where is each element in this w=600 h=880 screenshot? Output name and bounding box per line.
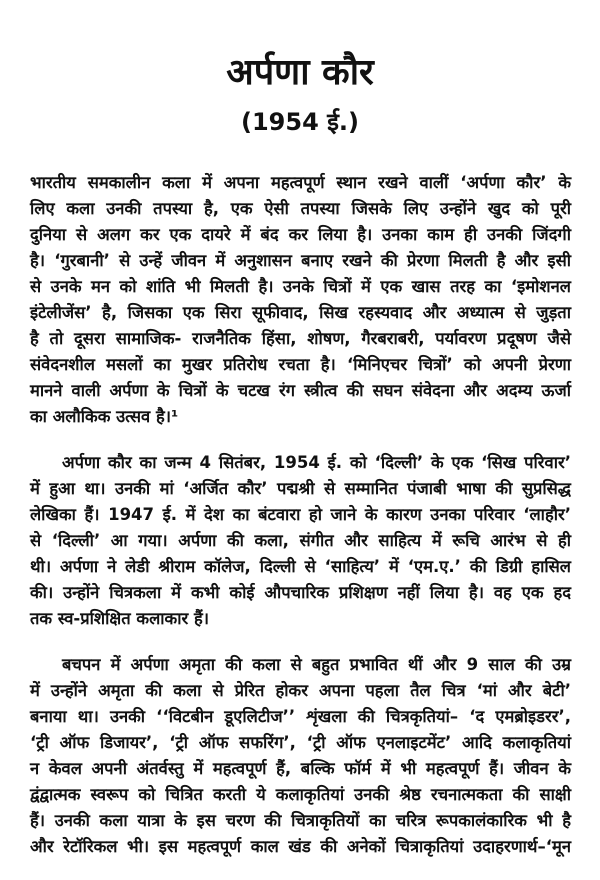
text-line: भारतीय समकालीन कला में अपना महत्वपूर्ण स्थान रखने वालीं ‘अर्पणा कौर’ के: [30, 173, 571, 192]
text-line: थी। अर्पणा ने लेडी श्रीराम कॉलेज, दिल्ली से ‘साहित्य’ में ‘एम.ए.’ की डिग्री हासिल: [30, 557, 571, 576]
text-line: बचपन में अर्पणा अमृता की कला से बहुत प्रभावित थीं और 9 साल की उम्र: [62, 655, 571, 674]
text-line: है। ‘गुरबानी’ से उन्हें जीवन में अनुशासन बनाए रखने की प्रेरणा मिलती है और इसी: [30, 251, 571, 270]
text-line: संवेदनशील मसलों का मुखर प्रतिरोध रचता है। ‘मिनिएचर चित्रों’ को अपनी प्रेरणा: [30, 355, 571, 374]
text-line: में उन्होंने अमृता की कला से प्रेरित होकर अपना पहला तैल चित्र ‘मां और बेटी’: [30, 681, 571, 700]
text-line: न केवल अपनी अंतर्वस्तु में महत्वपूर्ण हैं, बल्कि फॉर्म में भी महत्वपूर्ण हैं। जीवन के: [30, 759, 571, 778]
text-line: ‘ट्री ऑफ डिजायर’, ‘ट्री ऑफ सफरिंग’, ‘ट्री ऑफ एनलाइटमेंट’ आदि कलाकृतियां: [30, 733, 571, 752]
text-line: दुनिया से अलग कर एक दायरे में बंद कर लिया है। उनका काम ही उनकी जिंदगी: [30, 225, 571, 244]
text-line: लिए कला उनकी तपस्या है, एक ऐसी तपस्या जिसके लिए उन्होंने खुद को पूरी: [30, 199, 571, 218]
text-line: बनाया था। उनकी ‘‘विटबीन डूएलिटीज’’ शृंखला की चित्रकृतियां– ‘द एमब्रोइडरर’,: [30, 707, 571, 726]
text-line: है तो दूसरा सामाजिक- राजनैतिक हिंसा, शोषण, गैरबराबरी, पर्यावरण प्रदूषण जैसे: [30, 329, 571, 348]
text-line: से उनके मन को शांति भी मिलती है। उनके चित्रों में एक खास तरह का ‘इमोशनल: [30, 277, 571, 296]
text-line: से ‘दिल्ली’ आ गया। अर्पणा की कला, संगीत और साहित्य में रूचि आरंभ से ही: [30, 531, 571, 550]
paragraph: [30, 170, 571, 430]
page-subtitle-years: (1954 ई.): [241, 108, 359, 136]
text-line: द्वंद्वात्मक स्वरूप को चित्रित करती ये कलाकृतियां उनकी श्रेष्ठ रचनात्मकता की साक्षी: [30, 785, 571, 804]
paragraph: [30, 652, 571, 860]
text-line: इंटेलीजेंस’ है, जिसका एक सिरा सूफीवाद, सिख रहस्यवाद और अध्यात्म से जुड़ता: [30, 303, 571, 322]
text-line: लेखिका हैं। 1947 ई. में देश का बंटवारा हो जाने के कारण उनका परिवार ‘लाहौर’: [30, 505, 571, 524]
text-line: मानने वाली अर्पणा के चित्रों के चटख रंग स्त्रीत्व की सघन संवेदना और अदम्य ऊर्जा: [30, 381, 571, 400]
text-line: की। उन्होंने चित्रकला में कभी कोई औपचारिक प्रशिक्षण नहीं लिया है। वह एक हद: [30, 583, 571, 602]
text-line: हैं। उनकी कला यात्रा के इस चरण की चित्राकृतियों का चरित्र रूपकालंकारिक भी है: [30, 811, 571, 830]
text-line: का अलौकिक उत्सव है।¹: [30, 407, 179, 426]
page-title: अर्पणा कौर: [226, 52, 374, 93]
text-line: और रेटॉरिकल भी। इस महत्वपूर्ण काल खंड की अनेकों चित्राकृतियां उदाहरणार्थ–‘मून: [30, 837, 571, 856]
document-body: [30, 170, 571, 880]
text-line: में हुआ था। उनकी मां ‘अर्जित कौर’ पद्मश्री से सम्मानित पंजाबी भाषा की सुप्रसिद्ध: [30, 479, 571, 498]
text-line: अर्पणा कौर का जन्म 4 सितंबर, 1954 ई. को ‘दिल्ली’ के एक ‘सिख परिवार’: [62, 453, 571, 472]
paragraph: [30, 450, 571, 632]
text-line: तक स्व-प्रशिक्षित कलाकार हैं।: [30, 609, 209, 628]
